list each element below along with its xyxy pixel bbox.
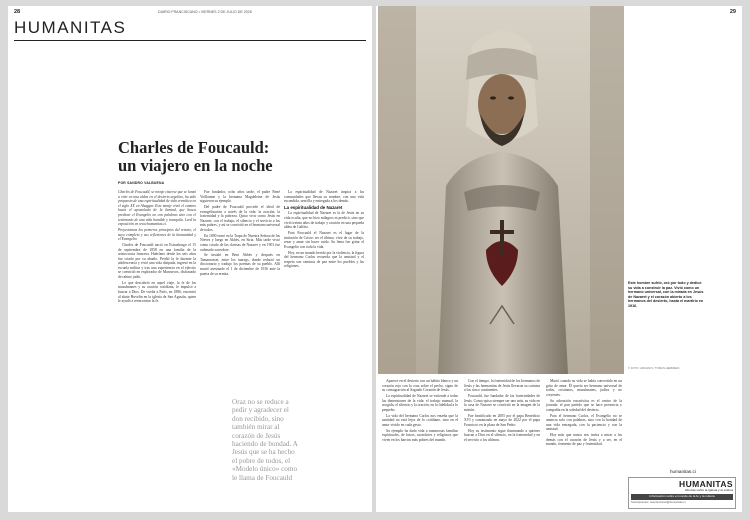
lede-paragraph: Charles de Foucauld, se monje cisterse que se lanzó a vivir en una aldea en el desierto argelino, ha sido propuesto de una espiritualidad de vida eremítica en el siglo XX en Ahaggar. Este monje vivió el camino hacia el apostolado de la Iamtad, que busca predicar el Evangelio no con palabras sino con el testimonio de una vida humilde y tranquila. Leed la exposición en www.humanitas.ci. bbox=[118, 190, 196, 227]
body-paragraph: La espiritualidad de Nazaret es la de Jesús en su vida oculta, que no hizo milagros ni predicó, sino que vivió treinta años de trabajo y oración en una pequeña aldea de Galilea. bbox=[284, 211, 364, 230]
lede-paragraph: Proyectamos los primeros principios del retrato, el suyo completo y sus reflexiones de la humanidad y el Evangelio. bbox=[118, 227, 196, 242]
photo-illustration bbox=[378, 6, 624, 374]
ad-banner: Información sobre el mundo de la fe y la cultura bbox=[631, 494, 733, 500]
photo-credit: © FOTO: ARCHIVO / TOMAS HERRERA bbox=[628, 366, 680, 370]
body-paragraph: Con el tiempo, la fraternidad de los hermanos de Jesús y las hermanitas de Jesús llevaron su carisma a los cinco continentes. bbox=[464, 379, 540, 393]
ad-footer: Suscripciones: suscripciones@humanitas.ci bbox=[631, 499, 686, 504]
headline bbox=[118, 139, 358, 175]
subhead: La espiritualidad de Nazaret bbox=[284, 204, 343, 210]
body-paragraph: Aparece en el desierto con un hábito blanco y un corazón rojo con la cruz sobre el pecho, signo de su consagración al Sagrado Corazón de Jesús. bbox=[382, 379, 458, 393]
website-url[interactable]: humanitas.ci bbox=[670, 469, 696, 474]
headline-line: un viajero en la noche bbox=[118, 156, 273, 175]
body-paragraph: Charles de Foucauld nació en Estrasburgo el 15 de septiembre de 1858 en una familia de la aristocracia francesa. Huérfano desde los seis años fue criado por su abuelo. Perdió la fe durante la adolescencia y vivió una vida disipada, ingresó en la escuela militar y tras una experiencia en el ejército se convirtió en explorador de Marruecos, disfrazado de rabino judío. bbox=[118, 242, 196, 280]
section-rule bbox=[14, 40, 366, 41]
body-paragraph: Hoy, en un mundo herido por la violencia, la figura del hermano Carlos recuerda que la amistad y el respeto son caminos de paz entre los pueblos y las religiones. bbox=[284, 250, 364, 269]
left-page bbox=[8, 6, 372, 512]
ad-logo: HUMANITAS bbox=[679, 478, 733, 489]
article-column-3 bbox=[284, 190, 364, 270]
page-number: 29 bbox=[729, 9, 736, 15]
ad-tagline: Revista sobre la Iglesia y la cultura bbox=[685, 487, 733, 492]
body-paragraph: La vida del hermano Carlos nos enseña que la santidad no está lejos de lo cotidiano, sino en el amor vivido en cada gesto. bbox=[382, 413, 458, 427]
body-paragraph: Su adoración eucarística es el centro de la jornada: el pan partido que se hace presencia y compañía en la soledad del desierto. bbox=[546, 398, 622, 412]
body-paragraph: Murió cuando su vida se había convertido en un grito de amor. Él quería ser hermano universal de todos, cristianos, musulmanes, judíos y no creyentes. bbox=[546, 379, 622, 397]
body-paragraph: Hoy su testimonio sigue iluminando a quienes buscan a Dios en el silencio, en la fraternidad y en el servicio a los últimos. bbox=[464, 428, 540, 442]
article-column-5 bbox=[464, 379, 540, 443]
article-column-4 bbox=[382, 379, 458, 443]
body-paragraph: Fue fundador, ocho años tarde, el padre René Voillaume y la hermana Magdeleine de Jesús siguieron su ejemplo. bbox=[200, 190, 280, 204]
body-paragraph: Para el hermano Carlos, el Evangelio no se anuncia solo con palabras, sino con la bondad de una vida entregada, con la paciencia y con la amistad. bbox=[546, 413, 622, 432]
section-title: HUMANITAS bbox=[14, 18, 127, 37]
body-paragraph: Se instaló en Beni Abbès y después en Tamanrasset, entre los tuaregs, donde redactó un diccionario y tradujo los poemas de su pueblo. Allí murió asesinado el 1 de diciembre de 1916 ante la puerta de su ermita. bbox=[200, 253, 280, 276]
right-page bbox=[376, 6, 742, 512]
page-number: 28 bbox=[14, 9, 21, 15]
body-paragraph: Fue beatificado en 2005 por el papa Benedicto XVI y canonizado en mayo de 2022 por el papa Francisco en la plaza de San Pedro. bbox=[464, 413, 540, 427]
body-paragraph: En 1890 entró en la Trapa de Nuestra Señora de las Nieves y luego en Akbès, en Siria. Más tarde vivió como criado de las clarisas de Nazaret y en 1901 fue ordenado sacerdote. bbox=[200, 233, 280, 252]
body-paragraph: La espiritualidad de Nazaret se extiende a todas las dimensiones de la vida: el trabajo manual, la acogida, el silencio y la oración, en la fidelidad a lo pequeño. bbox=[382, 393, 458, 412]
body-paragraph: Foucauld, fue fundador de las fraternidades de Jesús. Como quiso siempre ser uno más, su vida en la casa de Nazaret se convirtió en la imagen de la misión. bbox=[464, 393, 540, 412]
humanitas-ad[interactable] bbox=[628, 477, 736, 509]
article-column-1 bbox=[118, 190, 196, 305]
body-paragraph: Lo que descubrió en aquel viaje, la fe de los musulmanes y su oración cotidiana, le impulsó a buscar a Dios. De vuelta a París, en 1886, encontró al abate Huvelin en la iglesia de San Agustín, quien le ayudó a reencontrar la fe. bbox=[118, 280, 196, 304]
body-paragraph: Del padre de Foucauld procede el ideal de evangelización a través de la vida: la oración, la fraternidad y la pobreza. Quiso vivir como Jesús en Nazaret, con el trabajo, el silencio y el servicio a los más pobres, y así se convirtió en el hermano universal de todos. bbox=[200, 204, 280, 232]
photo-caption: Este hombre sufrió, oró por todo y dedicó su vida a construir la paz. Vivió como un hermano universal, con la mirada en Jesús de Nazaret y el corazón abierto a los hermanos del desierto, hasta el martirio en 1916. bbox=[628, 281, 704, 308]
pull-quote: Oraz no se reduce a pedir y agradecer el don recibido, sino también mirar al corazón de Jesús haciendo de bondad. A Jesús que se ha hecho el pobre de todos, el «Modelo único» como le llama de Foucauld bbox=[232, 398, 298, 482]
article-column-6 bbox=[546, 379, 622, 448]
running-head: DIARIO FRANCISCANO • VIERNES 2 DE JULIO DE 2026 bbox=[158, 10, 252, 14]
body-paragraph: Para Foucauld el Nazaret es el lugar de la imitación de Cristo: ser el último, vivir de su trabajo, rezar y amar sin hacer ruido. Su lema fue gritar el Evangelio con toda la vida. bbox=[284, 230, 364, 249]
body-paragraph: Hoy más que nunca nos invita a mirar a los demás con el corazón de Jesús y a ser, en el mundo, fermento de paz y fraternidad. bbox=[546, 433, 622, 447]
portrait-photo bbox=[378, 6, 624, 374]
headline-line: Charles de Foucauld: bbox=[118, 138, 270, 157]
article-column-2 bbox=[200, 190, 280, 277]
body-paragraph: La espiritualidad de Nazaret inspira a las comunidades que llevan su nombre, con una vida escondida, sencilla y entregada a los demás. bbox=[284, 190, 364, 204]
byline: POR SANDRO VALBUENA bbox=[118, 181, 165, 185]
body-paragraph: Su ejemplo ha dado vida a numerosas familias espirituales, de laicos, sacerdotes y religiosos que viven en los barrios más pobres del mundo. bbox=[382, 428, 458, 442]
